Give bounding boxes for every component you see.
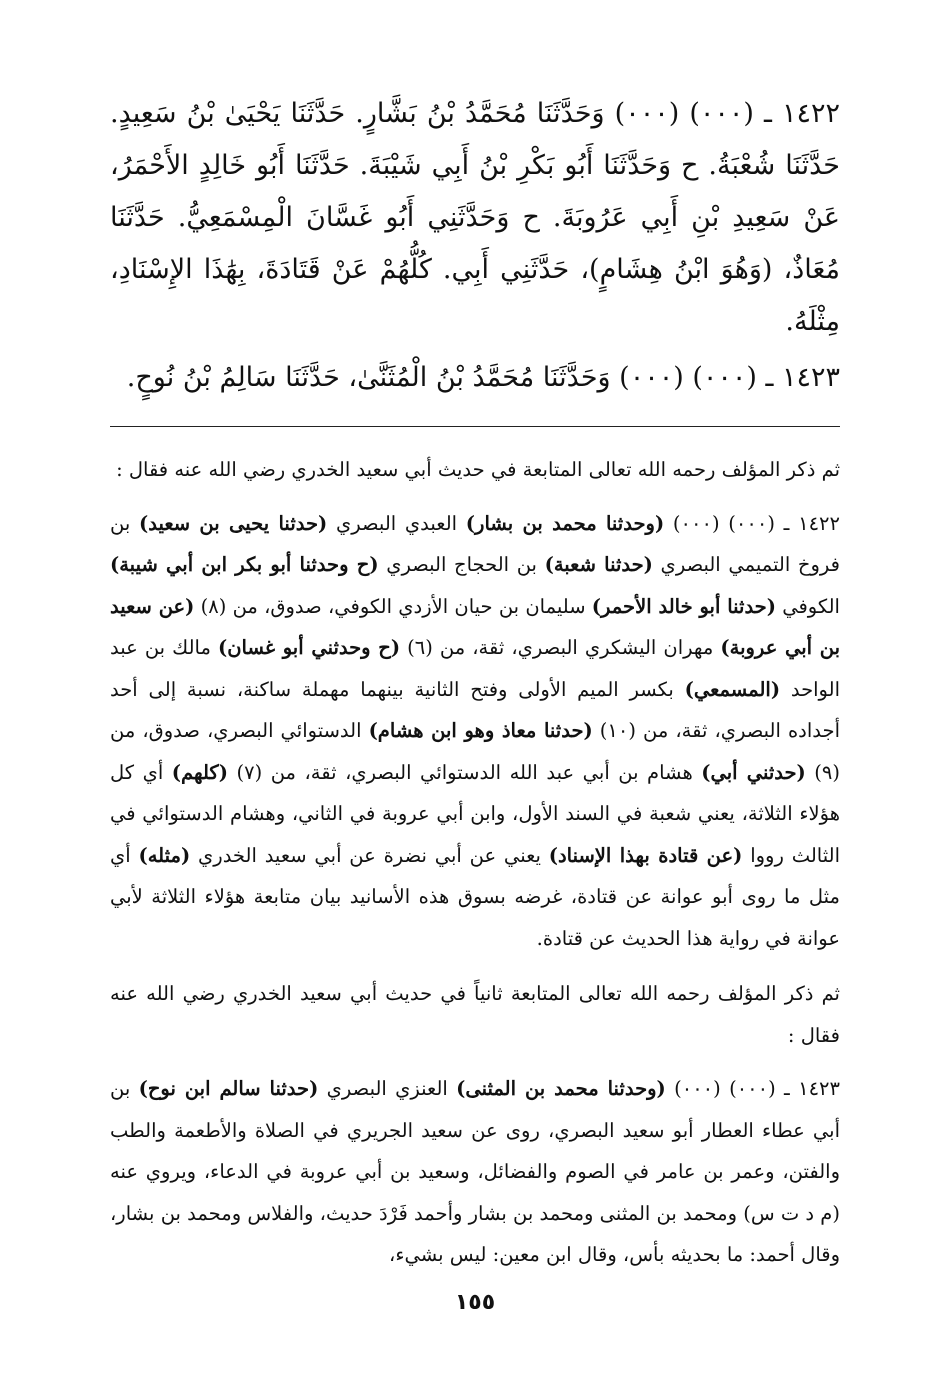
commentary-intro-1: ثم ذكر المؤلف رحمه الله تعالى المتابعة في حديث أبي سعيد الخدري رضي الله عنه فقال : <box>116 458 840 481</box>
narrator-quote: (حدثنا شعبة) <box>544 553 653 576</box>
narrator-quote: (وحدثنا محمد بن بشار) <box>465 511 665 535</box>
commentary-paragraph-1422 <box>110 503 840 960</box>
commentary-text: العبدي البصري <box>327 511 466 535</box>
narrator-quote: (حدثنا سالم ابن نوح) <box>138 1077 319 1100</box>
commentary-text: بن فروخ التميمي البصري <box>110 511 841 576</box>
commentary-text: يعني عن أبي نضرة عن أبي سعيد الخدري <box>190 843 549 867</box>
commentary-text: بن الحجاج البصري <box>378 553 545 576</box>
commentary-section <box>110 449 840 1276</box>
commentary-paragraph-1423 <box>110 1068 840 1276</box>
commentary-text: العنزي البصري <box>318 1077 457 1100</box>
commentary-text: مهران اليشكري البصري، ثقة، من (٦) <box>400 636 721 659</box>
narrator-quote: (كلهم) <box>171 760 228 784</box>
commentary-text: هشام بن أبي عبد الله الدستوائي البصري، ثقة، من (٧) <box>227 760 702 784</box>
narrator-quote: (مثله) <box>138 843 191 867</box>
commentary-text: سليمان بن حيان الأزدي الكوفي، صدوق، من (٨) <box>194 594 592 618</box>
commentary-intro-2: ثم ذكر المؤلف رحمه الله تعالى المتابعة ثانياً في حديث أبي سعيد الخدري رضي الله عنه فقال : <box>110 982 840 1047</box>
commentary-text: الكوفي <box>775 594 840 618</box>
hadith-text-section <box>110 88 840 404</box>
hadith-1423: ١٤٢٣ ـ (٠٠٠) (٠٠٠) وَحَدَّثَنَا مُحَمَّدُ بْنُ الْمُثَنَّىٰ، حَدَّثَنَا سَالِمُ بْنُ نُوحٍ. <box>126 362 840 393</box>
commentary-text: بكسر الميم الأولى وفتح الثانية بينهما مهملة ساكنة، نسبة إلى أحد أجداده البصري، ثقة، من (١٠) <box>110 677 840 742</box>
commentary-text: أي مثل ما روى أبو عوانة عن قتادة، غرضه بسوق هذه الأسانيد بيان متابعة هؤلاء الثلاثة لأبي عوانة في رواية هذا الحديث عن قتادة. <box>110 843 840 950</box>
commentary-text: مالك بن عبد الواحد <box>110 636 840 701</box>
narrator-quote: (وحدثنا محمد بن المثنى) <box>456 1077 666 1100</box>
commentary-text: بن أبي عطاء العطار أبو سعيد البصري، روى عن سعيد الجريري في الصلاة والأطعمة والطب والفتن، وعمر بن عامر في الصوم والفضائل، وسعيد بن أبي عروبة في الدعاء، ويروي عنه (م د ت س) ومحمد بن المثنى ومحمد بن بشار وأحمد فَرْدَ حديث، والفلاس ومحمد بن بشار، وقال أحمد: ما بحديثه بأس، وقال ابن معين: ليس بشيء، <box>110 1077 840 1266</box>
commentary-text: الدستوائي البصري، صدوق، من (٩) <box>110 719 841 784</box>
narrator-quote: (حدثنا يحيى بن سعيد) <box>139 511 328 535</box>
narrator-quote: (عن قتادة بهذا الإسناد) <box>548 843 743 867</box>
commentary-text: أي كل هؤلاء الثلاثة، يعني شعبة في السند الأول، وابن أبي عروبة في الثاني، وهشام الدستوائي في الثالث رووا <box>110 760 840 867</box>
page-number: ١٥٥ <box>454 1290 496 1315</box>
section-divider <box>110 426 840 427</box>
narrator-quote: (حدثني أبي) <box>701 760 806 784</box>
commentary-text: ١٤٢٣ ـ (٠٠٠) (٠٠٠) <box>665 1077 840 1100</box>
narrator-quote: (ح وحدثني أبو غسان) <box>218 636 401 659</box>
narrator-quote: (المسمعي) <box>684 677 781 701</box>
hadith-1422: ١٤٢٢ ـ (٠٠٠) (٠٠٠) وَحَدَّثَنَا مُحَمَّدُ بْنُ بَشَّارٍ. حَدَّثَنَا يَحْيَىٰ بْنُ سَعِيدٍ. حَدَّثَنَا شُعْبَةُ. ح وَحَدَّثَنَا أَبُو بَكْرِ بْنُ أَبِي شَيْبَةَ. حَدَّثَنَا أَبُو خَالِدٍ الأَحْمَرُ، عَنْ سَعِيدِ بْنِ أَبِي عَرُوبَةَ. ح وَحَدَّثَنِي أَبُو غَسَّانَ الْمِسْمَعِيُّ. حَدَّثَنَا مُعَاذٌ، (وَهُوَ ابْنُ هِشَامٍ)، حَدَّثَنِي أَبِي. كُلُّهُمْ عَنْ قَتَادَةَ، بِهَٰذَا الإِسْنَادِ، مِثْلَهُ. <box>110 98 841 337</box>
commentary-text: ١٤٢٢ ـ (٠٠٠) (٠٠٠) <box>664 511 841 535</box>
narrator-quote: (ح وحدثنا أبو بكر ابن أبي شيبة) <box>110 553 379 576</box>
narrator-quote: (حدثنا معاذ وهو ابن هشام) <box>368 719 593 742</box>
book-page <box>110 88 840 1347</box>
narrator-quote: (عن سعيد بن أبي عروبة) <box>110 594 841 659</box>
narrator-quote: (حدثنا أبو خالد الأحمر) <box>591 594 776 618</box>
